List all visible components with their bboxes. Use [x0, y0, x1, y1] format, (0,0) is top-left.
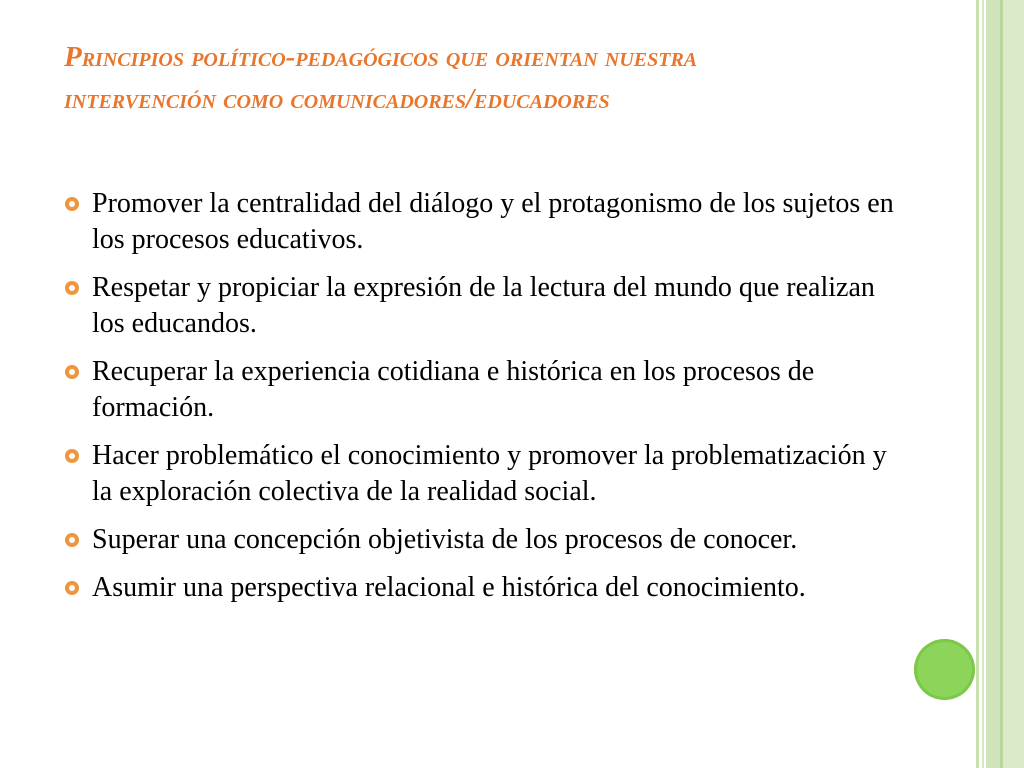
bullet-item [64, 570, 894, 606]
green-circle-icon [914, 639, 975, 700]
orange-circle-bullet-icon [64, 196, 80, 212]
bullet-item [64, 438, 894, 510]
bullet-text: Respetar y propiciar la expresión de la lectura del mundo que realizan los educandos. [92, 272, 875, 339]
orange-circle-bullet-icon [64, 280, 80, 296]
bullet-list [64, 186, 894, 618]
decorative-side-stripes [976, 0, 1024, 768]
bullet-text: Superar una concepción objetivista de los procesos de conocer. [92, 524, 798, 555]
stripe [976, 0, 979, 768]
bullet-item [64, 522, 894, 558]
slide-title: Principios político-pedagógicos que orientan nuestra intervención como comunicadores/educadores [64, 41, 698, 115]
orange-circle-bullet-icon [64, 580, 80, 596]
orange-circle-bullet-icon [64, 364, 80, 380]
bullet-text: Recuperar la experiencia cotidiana e histórica en los procesos de formación. [92, 356, 815, 423]
orange-circle-bullet-icon [64, 532, 80, 548]
bullet-text: Promover la centralidad del diálogo y el protagonismo de los sujetos en los procesos educativos. [92, 188, 894, 255]
bullet-text: Asumir una perspectiva relacional e histórica del conocimiento. [92, 572, 806, 603]
stripe [982, 0, 984, 768]
bullet-item [64, 186, 894, 258]
bullet-item [64, 354, 894, 426]
stripe [1003, 0, 1024, 768]
bullet-text: Hacer problemático el conocimiento y promover la problematización y la exploración colectiva de la realidad social. [92, 440, 887, 507]
stripe [986, 0, 1000, 768]
orange-circle-bullet-icon [64, 448, 80, 464]
bullet-item [64, 270, 894, 342]
